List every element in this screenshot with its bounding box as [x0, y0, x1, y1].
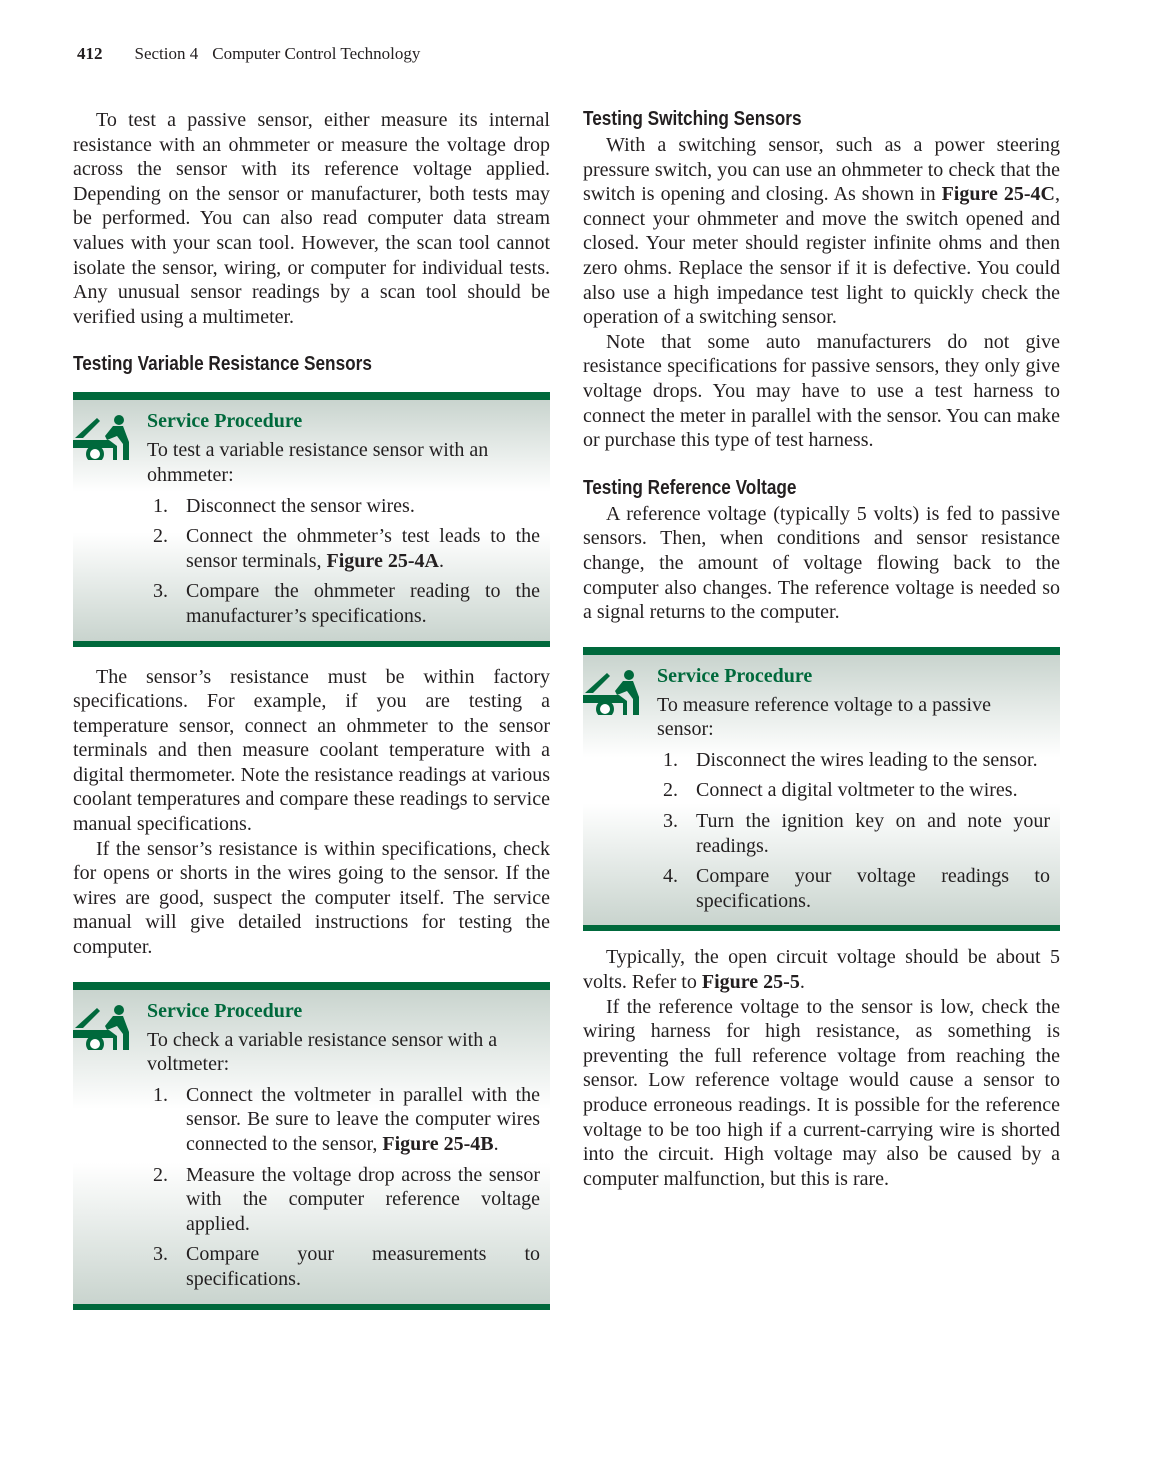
- heading-variable-resistance: Testing Variable Resistance Sensors: [73, 353, 372, 376]
- procedure-title: Service Procedure: [657, 664, 813, 687]
- paragraph-switching-1: With a switching sensor, such as a power steering pressure switch, you can use an ohmmeter to check that the switch is opening and closing. As shown in Figure 25-4C, connect your ohmmeter and move the switch opened and closed. Your meter should register infinite ohms and then zero ohms. Replace the sensor if it is defective. You could also use a high impedance test light to quickly check the operation of a switching sensor.: [583, 134, 1060, 329]
- paragraph-reference-1: A reference voltage (typically 5 volts) is fed to passive sensors. Then, when conditions and sensor resistance change, the amount of voltage flowing back to the computer also changes. The reference voltage is needed so a signal returns to the computer.: [583, 502, 1060, 624]
- procedure-title: Service Procedure: [147, 999, 303, 1022]
- procedure-steps: [657, 748, 1050, 914]
- procedure-step: 3. Compare the ohmmeter reading to the manufacturer’s specifications.: [153, 580, 540, 627]
- procedure-step: 1. Connect the voltmeter in parallel with the sensor. Be sure to leave the computer wires connected to the sensor, Figure 25-4B.: [153, 1083, 540, 1155]
- procedure-step: 2. Connect a digital voltmeter to the wires.: [663, 779, 1018, 802]
- paragraph-reference-3: If the reference voltage to the sensor is low, check the wiring harness for high resistance, as something is preventing the full reference voltage from reaching the sensor. Low reference voltage would cause a sensor to produce erroneous readings. It is possible for the reference voltage to be too high if a current-carrying wire is shorted into the circuit. High voltage may also be caused by a computer malfunction, but this is rare.: [583, 995, 1060, 1190]
- heading-switching-sensors: Testing Switching Sensors: [583, 108, 802, 130]
- service-procedure-box-2: [73, 982, 550, 1310]
- procedure-step: 1. Disconnect the wires leading to the sensor.: [663, 748, 1038, 771]
- paragraph-resistance-specs: The sensor’s resistance must be within factory specifications. For example, if you are testing a temperature sensor, connect an ohmmeter to the sensor terminals and then measure coolant temperature with a digital thermometer. Note the resistance readings at various coolant temperatures and compare these readings to service manual specifications.: [73, 665, 550, 836]
- running-header: [77, 44, 420, 64]
- procedure-intro: To check a variable resistance sensor with a voltmeter:: [147, 1028, 498, 1076]
- left-column: [73, 108, 550, 1310]
- section-label: Section 4: [134, 44, 199, 63]
- procedure-step: 3. Compare your measurements to specifications.: [153, 1243, 540, 1290]
- procedure-step: 3. Turn the ignition key on and note your readings.: [663, 810, 1050, 857]
- figure-reference: Figure 25-5: [701, 971, 800, 994]
- service-procedure-box-3: [583, 647, 1060, 932]
- service-procedure-box-1: [73, 392, 550, 646]
- page-number: 412: [77, 44, 103, 63]
- chapter-title: Computer Control Technology: [212, 44, 421, 63]
- mechanic-car-icon: [583, 667, 641, 715]
- procedure-intro: To measure reference voltage to a passive sensor:: [657, 693, 991, 741]
- paragraph-switching-2: Note that some auto manufacturers do not give resistance specifications for passive sensors, they only give voltage drops. You may have to use a test harness to connect the meter in parallel with the sensor. You can make or purchase this type of test harness.: [583, 330, 1060, 452]
- procedure-step: 4. Compare your voltage readings to specifications.: [663, 865, 1050, 912]
- figure-reference: Figure 25-4C: [941, 183, 1055, 206]
- procedure-step: 1. Disconnect the sensor wires.: [153, 494, 415, 517]
- mechanic-car-icon: [73, 1002, 131, 1050]
- mechanic-car-icon: [73, 412, 131, 460]
- figure-reference: Figure 25-4B: [382, 1133, 494, 1155]
- procedure-step: 2. Measure the voltage drop across the sensor with the computer reference voltage applied.: [153, 1163, 540, 1235]
- paragraph-reference-2: Typically, the open circuit voltage should be about 5 volts. Refer to Figure 25-5.: [583, 946, 1060, 994]
- procedure-steps: [147, 1083, 540, 1292]
- figure-reference: Figure 25-4A: [326, 549, 439, 572]
- right-column: [583, 108, 1060, 1191]
- procedure-intro: To test a variable resistance sensor with an ohmmeter:: [147, 439, 489, 486]
- paragraph-opens-shorts: If the sensor’s resistance is within specifications, check for opens or shorts in the wires going to the sensor. If the wires are good, suspect the computer itself. The service manual will give detailed instructions for testing the computer.: [73, 837, 550, 959]
- heading-reference-voltage: Testing Reference Voltage: [583, 476, 797, 499]
- procedure-steps: [147, 494, 540, 629]
- procedure-step: 2. Connect the ohmmeter’s test leads to the sensor terminals, Figure 25-4A.: [153, 525, 540, 572]
- intro-paragraph: To test a passive sensor, either measure its internal resistance with an ohmmeter or measure the voltage drop across the sensor with its reference voltage applied. Depending on the sensor or manufacturer, both tests may be performed. You can also read computer data stream values with your scan tool. However, the scan tool cannot isolate the sensor, wiring, or computer for individual tests. Any unusual sensor readings by a scan tool should be verified using a multimeter.: [73, 109, 550, 328]
- procedure-title: Service Procedure: [147, 410, 303, 433]
